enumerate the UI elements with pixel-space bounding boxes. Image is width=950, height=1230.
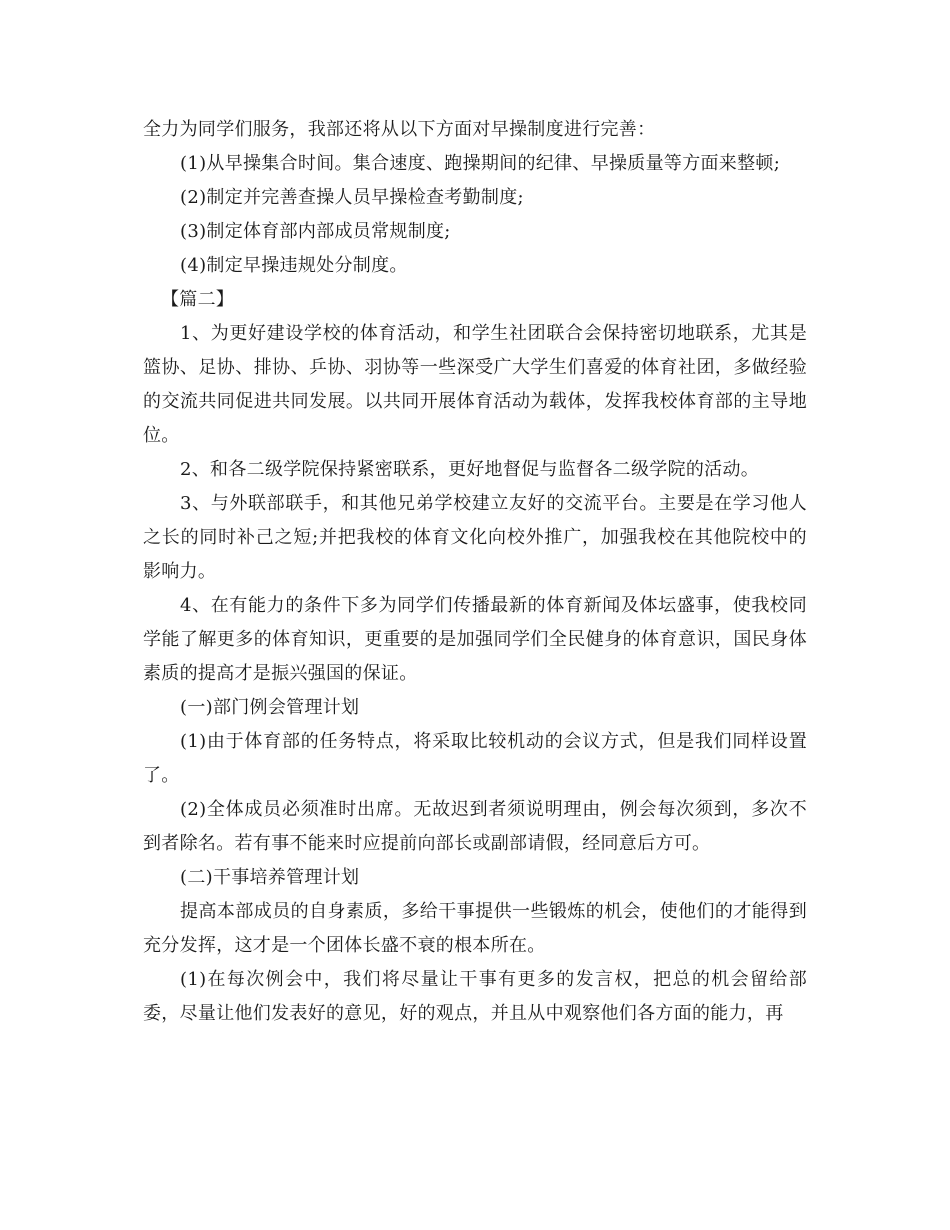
paragraph: 3、与外联部联手，和其他兄弟学校建立友好的交流平台。主要是在学习他人之长的同时补己之短;并把我校的体育文化向校外推广，加强我校在其他院校中的影响力。: [143, 493, 807, 582]
paragraph: 1、为更好建设学校的体育活动，和学生社团联合会保持密切地联系，尤其是篮协、足协、排协、乒协、羽协等一些深受广大学生们喜爱的体育社团，多做经验的交流共同促进共同发展。以共同开展体育活动为载体，发挥我校体育部的主导地位。: [143, 323, 807, 446]
subheading: (二)干事培养管理计划: [180, 867, 360, 888]
document-body: [143, 113, 807, 1031]
paragraph: 提高本部成员的自身素质，多给干事提供一些锻炼的机会，使他们的才能得到充分发挥，这才是一个团体长盛不衰的根本所在。: [143, 901, 807, 956]
list-item: (3)制定体育部内部成员常规制度;: [180, 221, 451, 242]
paragraph: 2、和各二级学院保持紧密联系，更好地督促与监督各二级学院的活动。: [180, 459, 760, 480]
subheading: (一)部门例会管理计划: [180, 697, 360, 718]
list-item: (1)从早操集合时间。集合速度、跑操期间的纪律、早操质量等方面来整顿;: [180, 153, 781, 174]
paragraph: (1)由于体育部的任务特点，将采取比较机动的会议方式，但是我们同样设置了。: [143, 731, 807, 786]
paragraph: (1)在每次例会中，我们将尽量让干事有更多的发言权，把总的机会留给部委，尽量让他们发表好的意见，好的观点，并且从中观察他们各方面的能力，再: [143, 969, 807, 1024]
list-item: (2)制定并完善查操人员早操检查考勤制度;: [180, 187, 524, 208]
list-item: (4)制定早操违规处分制度。: [180, 255, 408, 276]
paragraph: 4、在有能力的条件下多为同学们传播最新的体育新闻及体坛盛事，使我校同学能了解更多的体育知识，更重要的是加强同学们全民健身的体育意识，国民身体素质的提高才是振兴强国的保证。: [143, 595, 807, 684]
paragraph: (2)全体成员必须准时出席。无故迟到者须说明理由，例会每次须到，多次不到者除名。若有事不能来时应提前向部长或副部请假，经同意后方可。: [143, 799, 807, 854]
paragraph-continuation: 全力为同学们服务，我部还将从以下方面对早操制度进行完善：: [143, 119, 656, 140]
section-heading: 【篇二】: [161, 289, 235, 310]
